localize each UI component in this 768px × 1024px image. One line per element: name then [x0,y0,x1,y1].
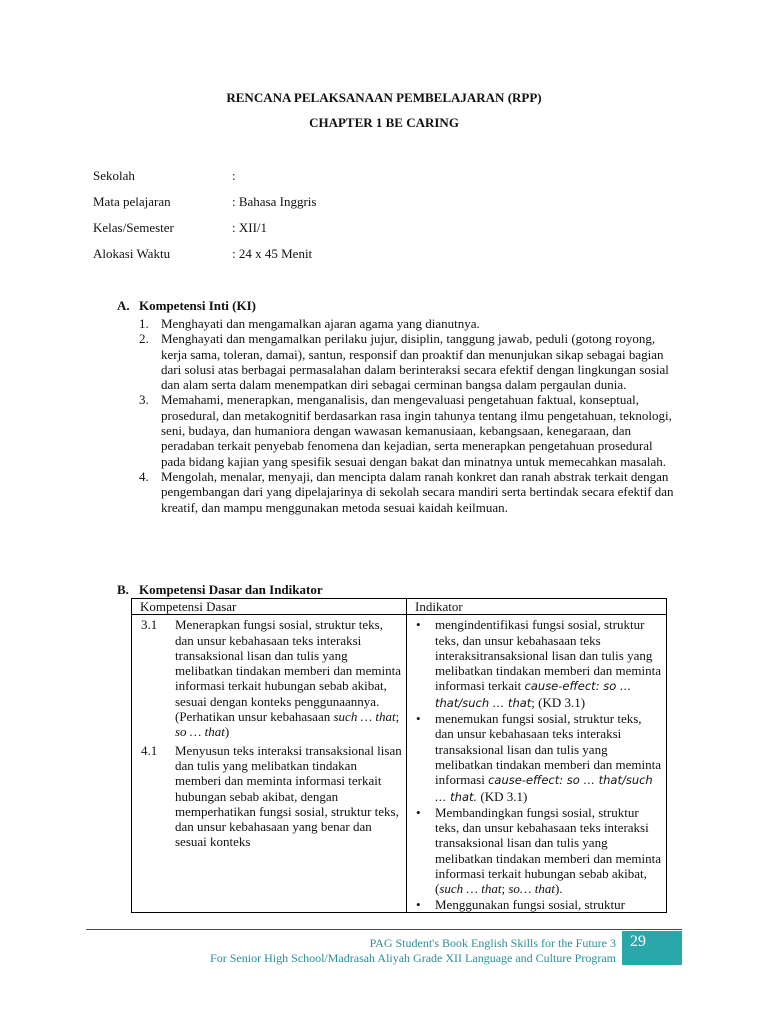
page-number-badge [622,931,682,965]
bullet-icon: • [416,711,421,727]
list-item [139,316,679,331]
table-row [132,615,667,913]
kd-text-mid: ; [395,709,400,725]
footer-program: For Senior High School/Madrasah Aliyah Grade XII Language and Culture Program [210,951,616,965]
kd-text-end: ) [224,724,230,740]
indicator-item [412,805,662,897]
item-text: Menghayati dan mengamalkan perilaku jujur, disiplin, tanggung jawab, peduli (gotong royong, kerja sama, toleran, damai), santun, responsif dan proaktif dan menunjukan sikap sebagai bagian dari solusi atas berbagai permasalahan dalam berinteraksi secara efektif dengan lingkungan sosial dan alam serta dalam menempatkan diri sebagai cerminan bangsa dalam pergaulan dunia. [161,331,669,393]
indicator-text: Menggunakan fungsi sosial, struktur [435,896,625,912]
kd-emphasis: so … that [175,724,225,740]
indicator-text-end: (KD 3.1) [477,788,528,804]
table-header-row [132,599,667,615]
kd-item [141,617,402,739]
kd-indicator-table [131,598,667,913]
item-number: 4. [139,468,149,484]
section-title: Kompetensi Inti (KI) [139,298,256,313]
info-value: : 24 x 45 Menit [232,246,313,261]
list-item [139,331,679,392]
kd-emphasis: such … that [333,709,396,725]
section-title: Kompetensi Dasar dan Indikator [139,582,323,597]
kd-code: 4.1 [141,742,158,758]
item-text: Menghayati dan mengamalkan ajaran agama yang dianutnya. [161,316,480,331]
indicator-item [412,711,662,805]
info-label: Alokasi Waktu [93,246,171,261]
column-header-indicator: Indikator [407,599,667,615]
info-value: : [232,168,236,183]
indicator-text-mid: ; [501,881,509,897]
document-title: RENCANA PELAKSANAAN PEMBELAJARAN (RPP) [226,90,542,105]
kd-text: Menerapkan fungsi sosial, struktur teks, dan unsur kebahasaan teks interaksi transaksional lisan dan tulis yang melibatkan tindakan memberi dan meminta informasi terkait hubungan sebab akibat, sesuai dengan konteks penggunaannya. (Perhatikan unsur kebahasaan [175,617,401,725]
bullet-icon: • [416,804,421,820]
list-item [139,392,679,468]
indicator-emphasis: cause-effect: so … that/such … that [435,679,632,710]
indicator-emphasis: so… that [508,881,555,897]
indicator-text: menemukan fungsi sosial, struktur teks, dan unsur kebahasaan teks interaksi transaksional lisan dan tulis yang melibatkan tindakan memberi dan meminta informasi [435,711,661,788]
item-number: 2. [139,331,149,347]
page-number: 29 [630,933,646,950]
bullet-icon: • [416,896,421,912]
kd-item [141,743,402,850]
indicator-text-end: ). [554,881,563,897]
info-value: : XII/1 [232,220,268,235]
kd-code: 3.1 [141,617,158,633]
info-value: : Bahasa Inggris [232,194,317,209]
item-text: Mengolah, menalar, menyaji, dan mencipta dalam ranah konkret dan ranah abstrak terkait dengan pengembangan dari yang dipelajarinya di sekolah secara mandiri serta bertindak secara efektif dan kreatif, dan mampu menggunakan metoda sesuai kaidah keilmuan. [161,468,674,515]
item-number: 3. [139,392,149,408]
section-letter: B. [117,582,129,597]
indicator-emphasis: such … that [439,881,502,897]
indicator-emphasis: cause-effect: so … that/such … that. [435,773,653,804]
footer-divider [86,929,682,930]
chapter-title: CHAPTER 1 BE CARING [309,115,459,130]
indicator-text: mengindentifikasi fungsi sosial, struktur teks, dan unsur kebahasaan teks interaksitransaksional lisan dan tulis yang melibatkan tindakan memberi dan meminta informasi terkait [435,617,661,694]
info-label: Mata pelajaran [93,194,171,209]
info-label: Kelas/Semester [93,220,174,235]
kd-cell [132,615,407,913]
indicator-item [412,617,662,711]
indicator-text: Membandingkan fungsi sosial, struktur teks, dan unsur kebahasaan teks interaksi transaksional lisan dan tulis yang melibatkan tindakan memberi dan meminta informasi terkait hubungan sebab akibat, ( [435,804,661,897]
list-item [139,469,679,515]
bullet-icon: • [416,617,421,633]
ki-list [139,316,679,515]
indicator-text-end: ; (KD 3.1) [531,694,586,710]
item-number: 1. [139,316,149,331]
indicator-item [412,897,662,912]
indicator-cell [407,615,667,913]
info-label: Sekolah [93,168,135,183]
kd-text: Menyusun teks interaksi transaksional lisan dan tulis yang melibatkan tindakan memberi dan meminta informasi terkait hubungan sebab akibat, dengan memperhatikan fungsi sosial, struktur teks, dan unsur kebahasaan yang benar dan sesuai konteks [175,742,402,850]
section-letter: A. [117,298,130,313]
column-header-kd: Kompetensi Dasar [132,599,407,615]
footer-book-title: PAG Student's Book English Skills for the Future 3 [369,936,616,950]
item-text: Memahami, menerapkan, menganalisis, dan mengevaluasi pengetahuan faktual, konseptual, prosedural, dan metakognitif berdasarkan rasa ingin tahunya tentang ilmu pengetahuan, teknologi, seni, budaya, dan humaniora dengan wawasan kemanusiaan, kebangsaan, kenegaraan, dan peradaban terkait penyebab fenomena dan kejadian, serta menerapkan pengetahuan prosedural pada bidang kajian yang spesifik sesuai dengan bakat dan minatnya untuk memecahkan masalah. [161,392,672,469]
